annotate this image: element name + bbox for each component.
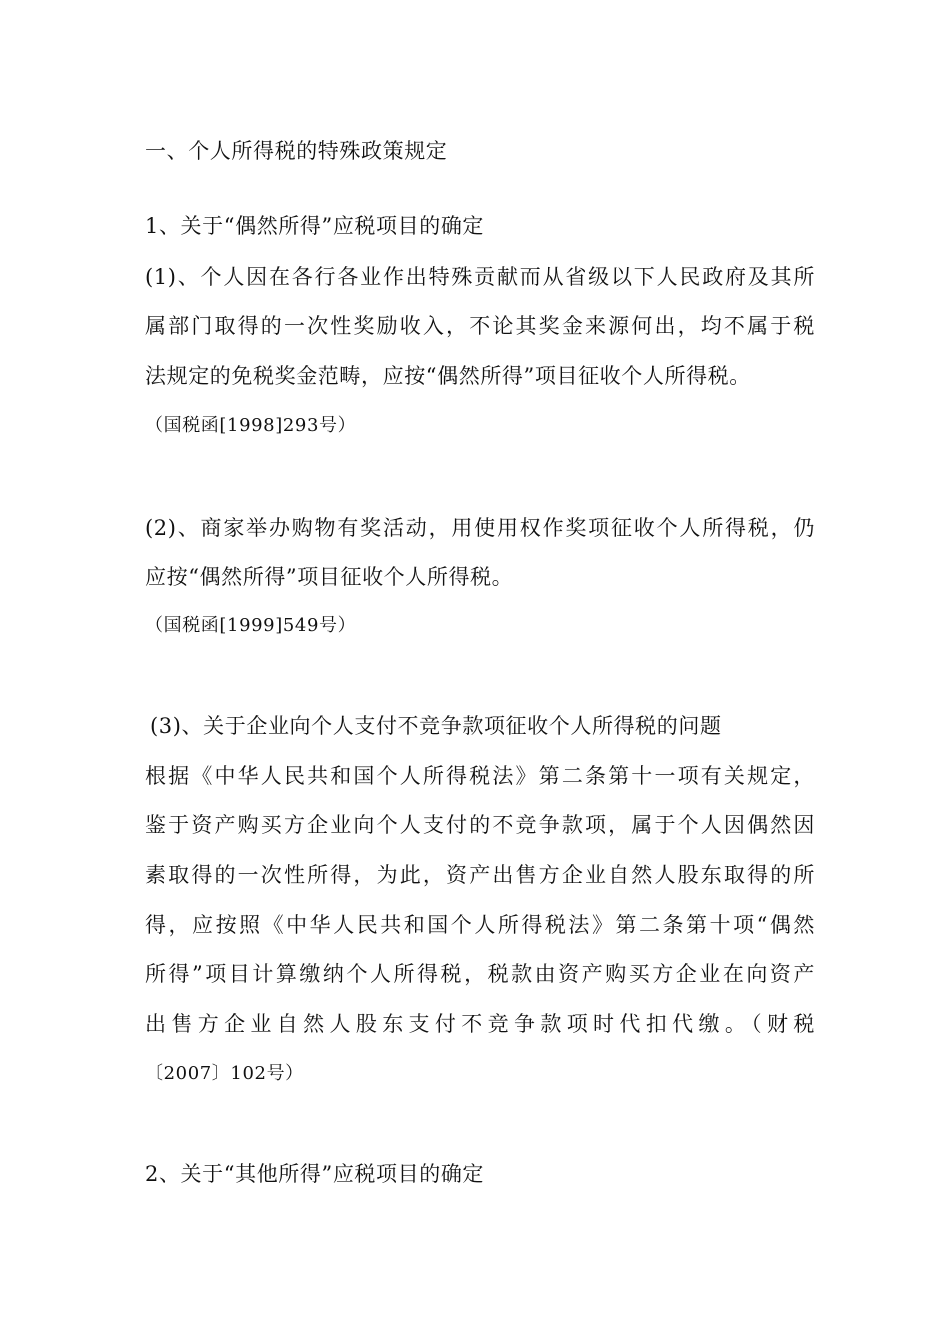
item3-line3: 素取得的一次性所得，为此，资产出售方企业自然人股东取得的所 <box>145 863 815 887</box>
item1-line2: 属部门取得的一次性奖励收入，不论其奖金来源何出，均不属于税 <box>145 314 815 338</box>
item2-line2: 应按“偶然所得”项目征收个人所得税。 <box>145 565 514 589</box>
section2-title: 2、关于“其他所得”应税项目的确定 <box>145 1162 485 1186</box>
item3-line2: 鉴于资产购买方企业向个人支付的不竞争款项，属于个人因偶然因 <box>145 813 815 837</box>
item2-reference: （国税函[1999]549号） <box>145 615 357 636</box>
item1-line1: (1)、个人因在各行各业作出特殊贡献而从省级以下人民政府及其所 <box>145 265 815 289</box>
item1-reference: （国税函[1998]293号） <box>145 415 357 436</box>
item3-reference: 〔2007〕102号） <box>145 1063 304 1084</box>
item3-line6: 出售方企业自然人股东支付不竞争款项时代扣代缴。（财税 <box>145 1012 815 1036</box>
item3-line5: 所得”项目计算缴纳个人所得税，税款由资产购买方企业在向资产 <box>145 962 815 986</box>
section1-title: 1、关于“偶然所得”应税项目的确定 <box>145 214 485 238</box>
document-heading: 一、个人所得税的特殊政策规定 <box>145 139 448 163</box>
item3-title: (3)、关于企业向个人支付不竞争款项征收个人所得税的问题 <box>150 714 722 738</box>
item3-line4: 得，应按照《中华人民共和国个人所得税法》第二条第十项“偶然 <box>145 913 815 937</box>
item1-line3: 法规定的免税奖金范畴，应按“偶然所得”项目征收个人所得税。 <box>145 364 751 388</box>
item3-line1: 根据《中华人民共和国个人所得税法》第二条第十一项有关规定， <box>145 764 815 788</box>
item2-line1: (2)、商家举办购物有奖活动，用使用权作奖项征收个人所得税，仍 <box>145 516 815 540</box>
